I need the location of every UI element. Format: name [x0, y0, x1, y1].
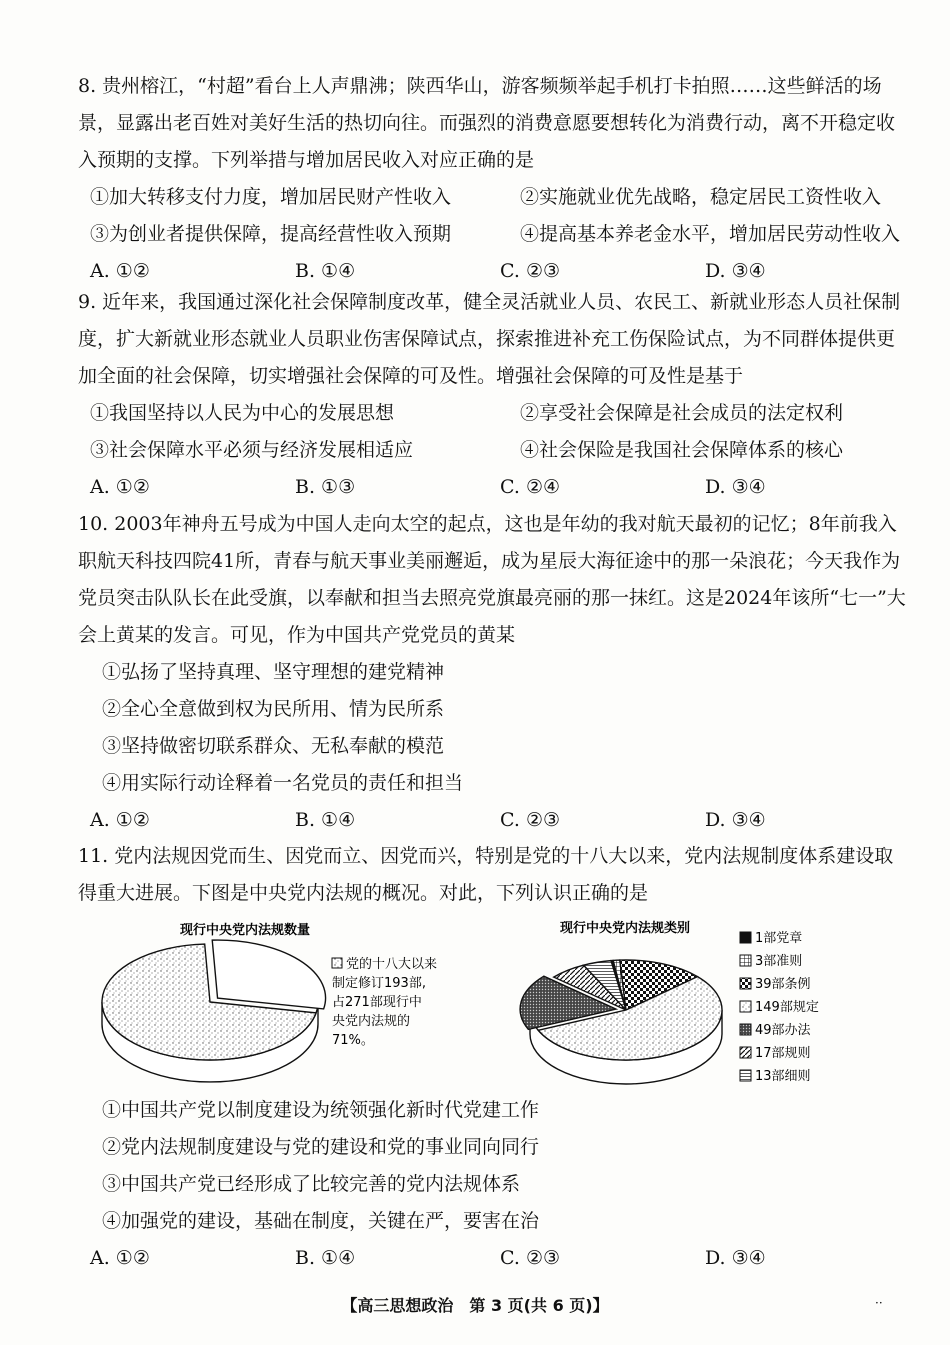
question-11	[78, 838, 908, 912]
chart2-title: 现行中央党内法规类别	[560, 921, 691, 936]
legend-swatch	[740, 1047, 751, 1058]
q11-option-2: ②党内法规制度建设与党的建设和党的事业同向同行	[102, 1136, 540, 1158]
q9-option-4: ④社会保险是我国社会保障体系的核心	[520, 439, 844, 461]
page-footer: 【高三思想政治 第 3 页(共 6 页)】	[341, 1296, 609, 1315]
q8-answer-b: B. ①④	[295, 260, 356, 282]
q10-option-2: ②全心全意做到权为民所用、情为民所系	[102, 698, 445, 720]
charts-svg	[100, 910, 860, 1100]
legend-label: 3部准则	[755, 954, 803, 969]
q11-option-3: ③中国共产党已经形成了比较完善的党内法规体系	[102, 1173, 521, 1195]
chart1-annotation	[332, 956, 437, 1048]
legend-label: 13部细则	[755, 1069, 811, 1084]
pie-slice-其他	[212, 940, 325, 1009]
q8-option-1: ①加大转移支付力度，增加居民财产性收入	[90, 186, 452, 208]
q11-option-1: ①中国共产党以制度建设为统领强化新时代党建工作	[102, 1099, 540, 1121]
q10-answer-c: C. ②③	[500, 809, 561, 831]
chart1-annotation-line: 71%。	[332, 1033, 374, 1048]
q8-answer-c: C. ②③	[500, 260, 561, 282]
q8-option-4: ④提高基本养老金水平，增加居民劳动性收入	[520, 223, 901, 245]
legend-swatch	[740, 1070, 751, 1081]
chart1-annotation-line: 制定修订193部,	[332, 976, 426, 991]
q9-answer-c: C. ②④	[500, 476, 561, 498]
legend-label: 149部规定	[755, 1000, 819, 1015]
legend-swatch	[740, 932, 751, 943]
chart1-annotation-line: 党的十八大以来	[346, 957, 438, 972]
question-10-stem: 10. 2003年神舟五号成为中国人走向太空的起点，这也是年幼的我对航天最初的记忆；8年前我入职航天科技四院41所，青春与航天事业美丽邂逅，成为星辰大海征途中的那一朵浪花；今天我作为党员突击队队长在此受旗，以奉献和担当去照亮党旗最亮丽的那一抹红。这是2024年该所“七一”大会上黄某的发言。可见，作为中国共产党党员的黄某	[78, 513, 906, 646]
question-11-options	[78, 1092, 908, 1277]
q8-answer-a: A. ①②	[90, 260, 150, 282]
q11-answer-a: A. ①②	[90, 1247, 150, 1269]
q11-answer-c: C. ②③	[500, 1247, 561, 1269]
chart1-pie	[102, 940, 326, 1082]
q11-option-4: ④加强党的建设，基础在制度，关键在严，要害在治	[102, 1210, 540, 1232]
question-9	[78, 284, 908, 506]
question-10	[78, 506, 908, 839]
legend-label: 1部党章	[755, 931, 803, 946]
q8-option-2: ②实施就业优先战略，稳定居民工资性收入	[520, 186, 882, 208]
q11-answer-b: B. ①④	[295, 1247, 356, 1269]
chart1-legend-swatch	[332, 958, 342, 968]
q10-option-1: ①弘扬了坚持真理、坚守理想的建党精神	[102, 661, 445, 683]
chart2-legend	[740, 930, 819, 1084]
q9-answer-d: D. ③④	[705, 476, 766, 498]
question-11-stem: 11. 党内法规因党而生、因党而立、因党而兴，特别是党的十八大以来，党内法规制度体系建设取得重大进展。下图是中央党内法规的概况。对此，下列认识正确的是	[78, 845, 894, 904]
legend-swatch	[740, 978, 751, 989]
chart2-pie	[520, 960, 722, 1084]
q9-option-1: ①我国坚持以人民为中心的发展思想	[90, 402, 395, 424]
q8-answer-d: D. ③④	[705, 260, 766, 282]
q10-answer-d: D. ③④	[705, 809, 766, 831]
q9-option-2: ②享受社会保障是社会成员的法定权利	[520, 402, 844, 424]
chart1-title: 现行中央党内法规数量	[180, 923, 311, 938]
legend-label: 39部条例	[755, 977, 811, 992]
q10-answer-a: A. ①②	[90, 809, 150, 831]
chart1-annotation-line: 占271部现行中	[332, 995, 422, 1010]
q9-answer-b: B. ①③	[295, 476, 356, 498]
q11-answer-d: D. ③④	[705, 1247, 766, 1269]
figure-charts	[100, 910, 860, 1100]
corner-mark: ··	[875, 1296, 883, 1310]
chart1-annotation-line: 央党内法规的	[332, 1014, 411, 1029]
question-9-stem: 9. 近年来，我国通过深化社会保障制度改革，健全灵活就业人员、农民工、新就业形态人员社保制度，扩大新就业形态就业人员职业伤害保障试点，探索推进补充工伤保险试点，为不同群体提供更加全面的社会保障，切实增强社会保障的可及性。增强社会保障的可及性是基于	[78, 291, 901, 387]
q9-option-3: ③社会保障水平必须与经济发展相适应	[90, 439, 414, 461]
legend-label: 49部办法	[755, 1023, 811, 1038]
legend-swatch	[740, 955, 751, 966]
legend-swatch	[740, 1024, 751, 1035]
legend-label: 17部规则	[755, 1046, 811, 1061]
legend-swatch	[740, 1001, 751, 1012]
q8-option-3: ③为创业者提供保障，提高经营性收入预期	[90, 223, 452, 245]
q10-option-4: ④用实际行动诠释着一名党员的责任和担当	[102, 772, 464, 794]
question-8-stem: 8. 贵州榕江，“村超”看台上人声鼎沸；陕西华山，游客频频举起手机打卡拍照……这些鲜活的场景，显露出老百姓对美好生活的热切向往。而强烈的消费意愿要想转化为消费行动，离不开稳定收入预期的支撑。下列举措与增加居民收入对应正确的是	[78, 75, 896, 171]
q10-option-3: ③坚持做密切联系群众、无私奉献的模范	[102, 735, 445, 757]
q10-answer-b: B. ①④	[295, 809, 356, 831]
question-8	[78, 68, 908, 290]
q9-answer-a: A. ①②	[90, 476, 150, 498]
